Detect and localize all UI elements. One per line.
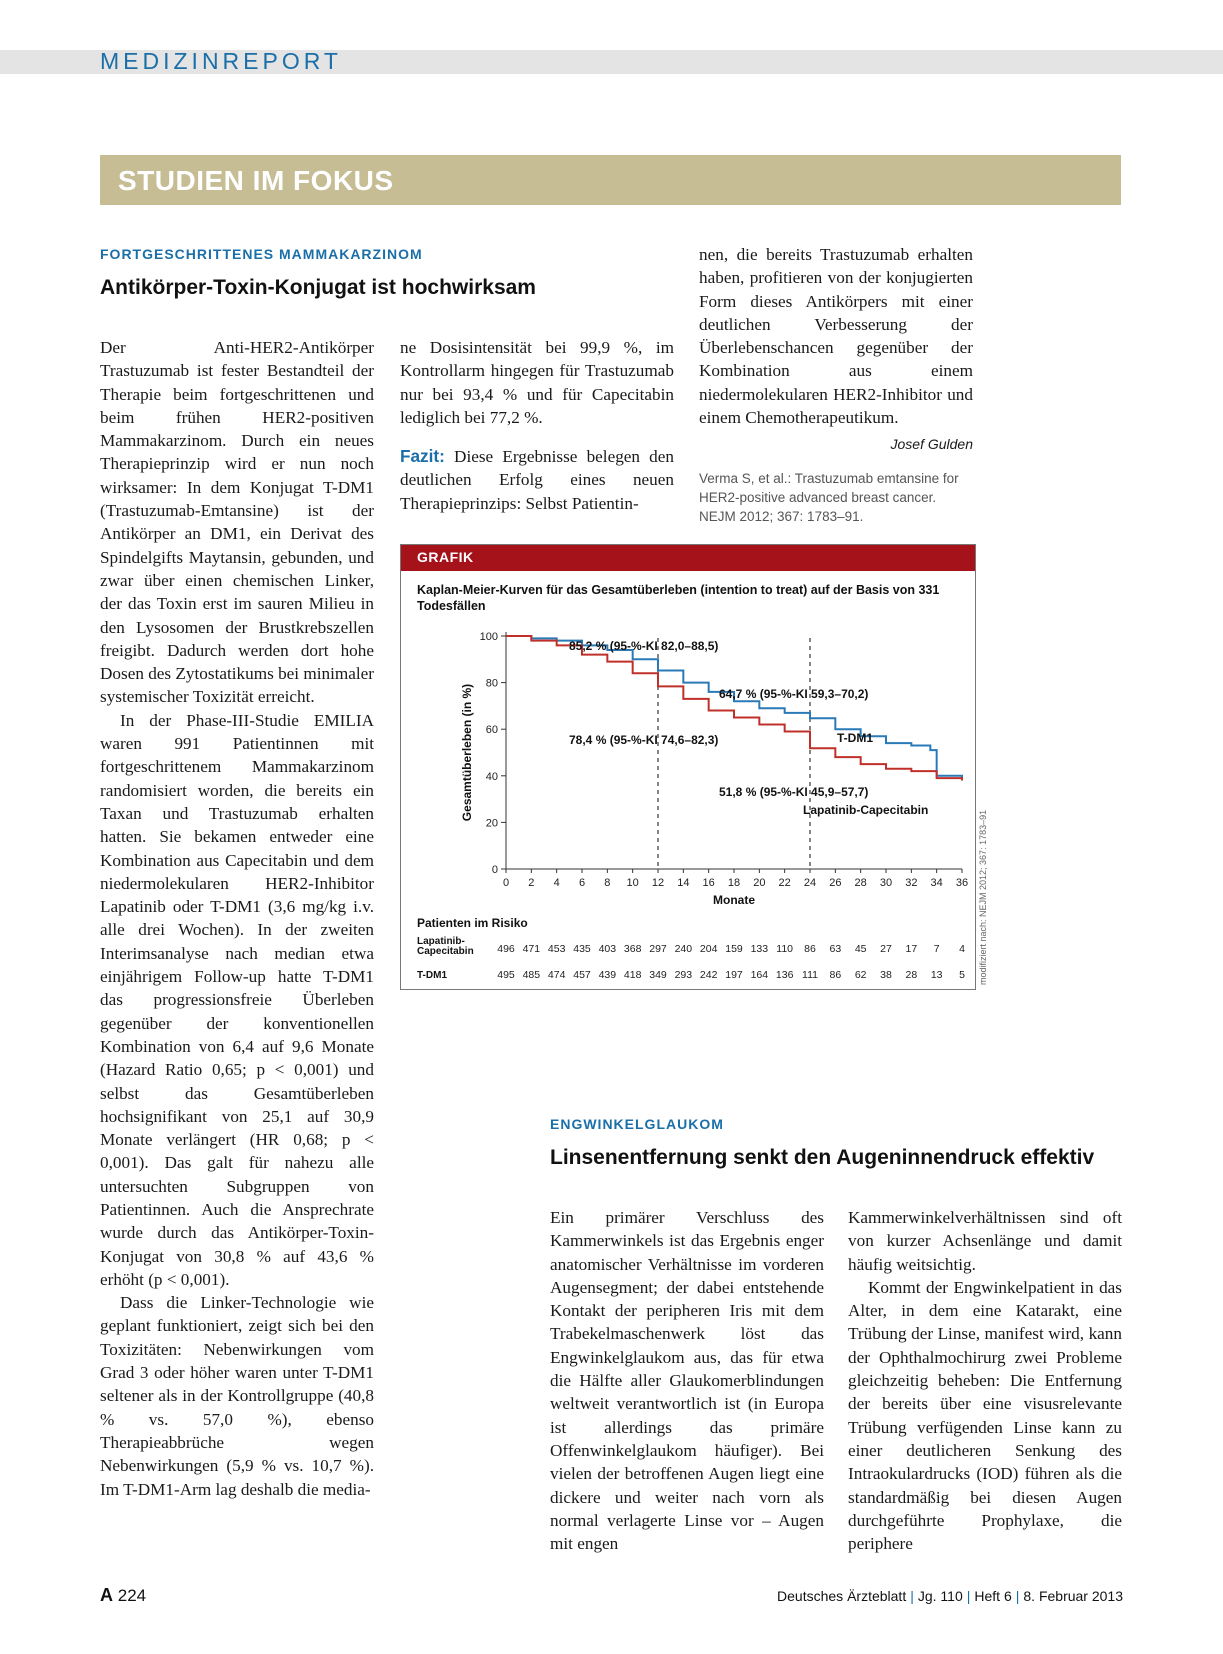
chart-annotation: 64,7 % (95-%-KI 59,3–70,2) — [719, 687, 869, 701]
risk-row-label: Capecitabin — [417, 946, 474, 957]
author: Josef Gulden — [890, 436, 973, 453]
x-axis-label: Monate — [713, 893, 755, 907]
risk-table-cell: 485 — [522, 969, 541, 981]
paragraph: nen, die bereits Trastuzumab erhalten haben, profitieren von der konjugierten Form dieses Antikörpers mit einer deutlichen Verbesserung der Überlebenschancen gegenüber der Kombination aus einem niedermolekularen HER2-Inhibitor und einem Chemotherapeutikum. — [699, 245, 973, 428]
risk-table-cell: 133 — [750, 943, 769, 955]
risk-table-cell: 5 — [959, 969, 965, 981]
article2-column-1 — [550, 1206, 824, 1555]
article1-headline: Antikörper-Toxin-Konjugat ist hochwirksam — [100, 276, 536, 299]
figure-title: Kaplan-Meier-Kurven für das Gesamtüberleben (intention to treat) auf der Basis von 331 Todesfällen — [417, 583, 940, 613]
paragraph: ne Dosisintensität bei 99,9 %, im Kontrollarm hingegen für Trastuzumab nur bei 93,4 % und für Capecitabin lediglich bei 77,2 %. — [400, 338, 674, 427]
figure-box — [400, 544, 976, 990]
risk-table-cell: 110 — [776, 943, 794, 955]
paragraph: Dass die Linker-Technologie wie geplant funktioniert, zeigt sich bei den Toxizitäten: Nebenwirkungen vom Grad 3 oder höher waren unter T-DM1 seltener als in der Kontrollgruppe (40,8 % vs. 57,0 %), ebenso Therapieabbrüche wegen Nebenwirkungen (5,9 % vs. 10,7 %). Im T-DM1-Arm lag deshalb die media- — [100, 1293, 374, 1499]
paragraph: Kommt der Engwinkelpatient in das Alter, in dem eine Katarakt, eine Trübung der Linse, manifest wird, kann der Ophthalmochirurg zwei Probleme gleichzeitig beheben: Die Entfernung der bereits über eine visusrelevante Trübung verfügenden Linse kann zu einer deutlicheren Senkung des Intraokulardrucks (IOD) führen als die standardmäßig bei diesen Augen durchgeführte Prophylaxe, die periphere — [848, 1277, 1122, 1554]
x-tick-label: 16 — [702, 877, 715, 889]
y-tick-label: 40 — [485, 770, 498, 783]
x-tick-label: 12 — [651, 877, 665, 889]
chart-annotation: 51,8 % (95-%-KI 45,9–57,7) — [719, 785, 869, 799]
risk-table-cell: 474 — [547, 969, 566, 981]
x-tick-label: 28 — [854, 877, 867, 889]
risk-table-cell: 63 — [829, 943, 842, 955]
series-line-t-dm1 — [506, 636, 962, 780]
chart-annotation: T-DM1 — [837, 731, 873, 745]
risk-table-cell: 439 — [598, 969, 617, 981]
risk-table-cell: 7 — [933, 943, 940, 955]
x-tick-label: 6 — [578, 877, 586, 889]
risk-table-cell: 293 — [674, 969, 693, 981]
y-tick-label: 80 — [485, 677, 498, 690]
x-tick-label: 8 — [604, 877, 611, 889]
article1-kicker: FORTGESCHRITTENES MAMMAKARZINOM — [100, 246, 423, 262]
risk-table-cell: 45 — [854, 943, 867, 955]
x-tick-label: 22 — [778, 877, 791, 889]
chart-annotation: 78,4 % (95-%-KI 74,6–82,3) — [569, 733, 719, 747]
article2-headline: Linsenentfernung senkt den Augeninnendruck effektiv — [550, 1146, 1095, 1169]
source-note: modifiziert nach: NEJM 2012; 367: 1783–91 — [978, 809, 988, 985]
journal-footer: Deutsches Ärzteblatt | Jg. 110 | Heft 6 | 8. Februar 2013 — [777, 1588, 1123, 1604]
x-tick-label: 34 — [930, 877, 943, 889]
km-chart — [401, 545, 975, 989]
x-tick-label: 14 — [677, 877, 690, 889]
chart-annotation: Lapatinib-Capecitabin — [803, 803, 929, 817]
x-tick-label: 30 — [879, 877, 893, 889]
article2-column-2 — [848, 1206, 1122, 1555]
risk-table-cell: 240 — [674, 943, 693, 955]
risk-table-cell: 13 — [930, 969, 943, 981]
risk-table-cell: 368 — [623, 943, 642, 955]
risk-table-cell: 197 — [725, 969, 743, 981]
risk-table-cell: 86 — [829, 969, 842, 981]
risk-table-cell: 86 — [804, 943, 816, 955]
risk-table-cell: 496 — [497, 943, 515, 955]
risk-table-cell: 453 — [547, 943, 566, 955]
x-tick-label: 20 — [753, 877, 766, 889]
risk-table-cell: 111 — [802, 969, 818, 981]
risk-table-cell: 159 — [725, 943, 743, 955]
paragraph: Kammerwinkelverhältnissen sind oft von kurzer Achsenlänge und damit häufig weitsichtig. — [848, 1208, 1122, 1274]
x-tick-label: 32 — [905, 877, 918, 889]
page-number-value: 224 — [117, 1586, 147, 1605]
risk-table-cell: 27 — [880, 943, 892, 955]
y-tick-label: 0 — [491, 864, 498, 876]
risk-table-cell: 28 — [905, 969, 918, 981]
paragraph: In der Phase-III-Studie EMILIA waren 991 Patientinnen mit fortgeschrittenem Mammakarzinom randomisiert worden, die bereits ein Taxan und Trastuzumab erhalten hatten. Sie bekamen entweder eine Kombination aus Capecitabin und dem niedermolekularen HER2-Inhibitor Lapatinib oder T-DM1 (3,6 mg/kg i.v. alle drei Wochen). In der zweiten Interimsanalyse nach median etwa einjährigem Follow-up hatte T-DM1 das progressionsfreie Überleben gegenüber der konventionellen Kombination von 6,4 auf 9,6 Monate (Hazard Ratio 0,65; p < 0,001) und selbst das Gesamtüberleben hochsignifikant von 25,1 auf 30,9 Monate verlängert (HR 0,68; p < 0,001). Das galt für nahezu alle untersuchten Subgruppen von Patientinnen. Auch die Ansprechrate wurde durch das Antikörper-Toxin-Konjugat von 30,8 % auf 43,6 % erhöht (p < 0,001). — [100, 710, 374, 1289]
journal-issue: Heft 6 — [974, 1588, 1012, 1604]
section-label: MEDIZINREPORT — [100, 48, 342, 74]
risk-table-cell: 136 — [775, 969, 794, 981]
chart-annotation: 85,2 % (95-%-KI 82,0–88,5) — [569, 639, 719, 653]
series-line-lapatinib-capecitabin — [506, 636, 962, 780]
risk-row-label: Lapatinib- — [417, 936, 465, 947]
risk-table-cell: 297 — [649, 943, 667, 955]
y-tick-label: 60 — [485, 724, 498, 737]
risk-table-cell: 242 — [699, 969, 718, 981]
article2-kicker: ENGWINKELGLAUKOM — [550, 1116, 724, 1132]
x-tick-label: 10 — [626, 877, 639, 889]
x-tick-label: 2 — [528, 877, 535, 889]
journal-date: 8. Februar 2013 — [1023, 1588, 1123, 1604]
risk-table-title: Patienten im Risiko — [417, 916, 528, 930]
risk-table-cell: 38 — [880, 969, 892, 981]
fazit-paragraph — [400, 445, 674, 515]
risk-table-cell: 495 — [497, 969, 515, 981]
article1-column-3 — [699, 243, 973, 526]
journal-volume: Jg. 110 — [917, 1588, 963, 1604]
page-number — [100, 1585, 146, 1606]
risk-table-cell: 435 — [573, 943, 591, 955]
risk-table-cell: 349 — [649, 969, 667, 981]
fazit-label: Fazit: — [400, 446, 445, 467]
section-banner — [100, 155, 1121, 205]
risk-table-cell: 4 — [959, 943, 965, 955]
banner-title: STUDIEN IM FOKUS — [118, 165, 394, 196]
risk-row-label: T-DM1 — [417, 970, 447, 981]
x-tick-label: 18 — [727, 877, 741, 889]
paragraph: Der Anti-HER2-Antikörper Trastuzumab ist fester Bestandteil der Therapie beim fortgeschrittenen und beim frühen HER2-positiven Mammakarzinom. Durch ein neues Therapieprinzip wird er nun noch wirksamer: In dem Konjugat T-DM1 (Trastuzumab-Emtansine) ist der Antikörper an DM1, ein Derivat des Spindelgifts Maytansin, gebunden, und zwar über einen chemischen Linker, der das Toxin erst im sauren Milieu in den Lysosomen der Brustkrebszellen freigibt. Dadurch werden dort hohe Dosen des Zytostatikums bei minimaler systemischer Toxizität erreicht. — [100, 338, 375, 707]
page-prefix: A — [100, 1585, 113, 1605]
journal-name: Deutsches Ärzteblatt — [777, 1588, 907, 1604]
x-tick-label: 26 — [829, 877, 842, 889]
reference: Verma S, et al.: Trastuzumab emtansine for HER2-positive advanced breast cancer. NEJM 2012; 367: 1783–91. — [699, 470, 959, 524]
x-tick-label: 4 — [553, 877, 560, 889]
risk-table-cell: 62 — [854, 969, 867, 981]
y-tick-label: 20 — [485, 817, 498, 830]
x-tick-label: 36 — [955, 877, 969, 889]
risk-table-cell: 457 — [573, 969, 591, 981]
risk-table-cell: 164 — [750, 969, 769, 981]
y-axis-label: Gesamtüberleben (in %) — [460, 683, 474, 822]
risk-table-cell: 418 — [623, 969, 642, 981]
risk-table-cell: 204 — [699, 943, 718, 955]
x-tick-label: 24 — [803, 877, 817, 889]
paragraph: Ein primärer Verschluss des Kammerwinkels ist das Ergebnis enger anatomischer Verhältnisse im vorderen Augensegment; der dabei entstehende Kontakt der peripheren Iris mit dem Trabekelmaschenwerk löst das Engwinkelglaukom aus, das für etwa die Hälfte aller Glaukomerblindungen weltweit verantwortlich ist (in Europa ist allerdings das primäre Offenwinkelglaukom häufiger). Bei vielen der betroffenen Augen liegt eine dickere und weiter nach vorn als normal verlagerte Linse vor – Augen mit engen — [550, 1208, 824, 1554]
figure-label: GRAFIK — [417, 549, 474, 565]
article1-column-2 — [400, 336, 674, 515]
risk-table-cell: 471 — [522, 943, 541, 955]
article1-column-1 — [100, 336, 374, 1501]
risk-table-cell: 403 — [598, 943, 617, 955]
risk-table-cell: 17 — [905, 943, 918, 955]
x-tick-label: 0 — [502, 877, 510, 889]
fazit-text: Diese Ergebnisse belegen den deutlichen Erfolg eines neuen Therapieprinzips: Selbst Patientin- — [400, 447, 674, 513]
y-tick-label: 100 — [479, 631, 498, 643]
